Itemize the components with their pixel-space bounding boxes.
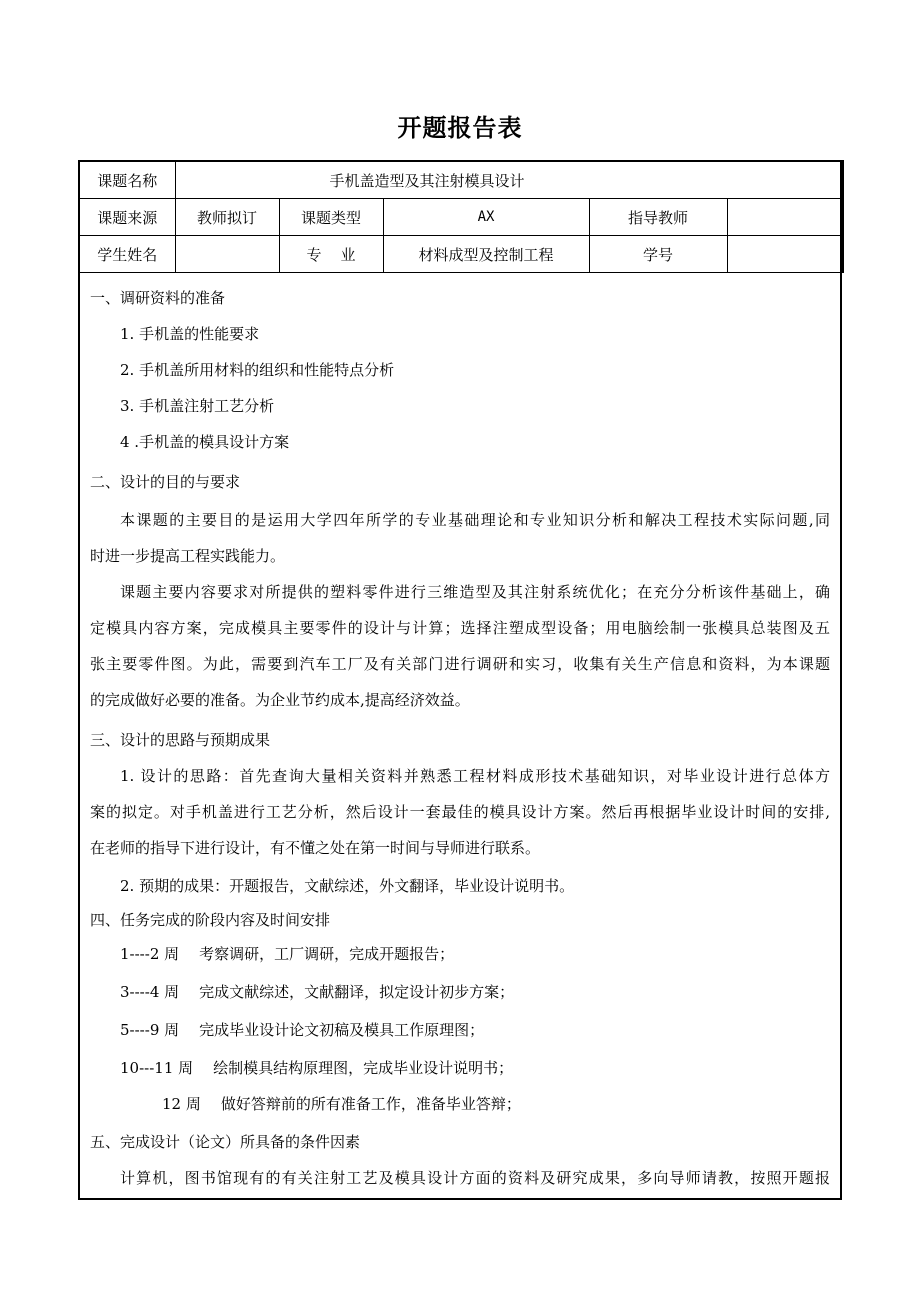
schedule-item	[162, 1092, 830, 1116]
section-1-item: 1. 手机盖的性能要求	[120, 325, 260, 343]
report-body	[80, 274, 840, 1198]
schedule-item	[120, 980, 830, 1004]
schedule-task: 考察调研，工厂调研，完成开题报告；	[199, 945, 455, 963]
section-2-paragraph-line: 定模具内容方案，完成模具主要零件的设计与计算；选择注塑成型设备；用电脑绘制一张模具总装图及五	[90, 619, 830, 637]
major-label: 专 业	[279, 236, 383, 273]
source-value: 教师拟订	[175, 199, 279, 236]
source-label: 课题来源	[79, 199, 175, 236]
section-5-paragraph-line: 计算机，图书馆现有的有关注射工艺及模具设计方面的资料及研究成果，多向导师请教，按照开题报	[120, 1169, 830, 1187]
student-label: 学生姓名	[79, 236, 175, 273]
section-1-item: 4 .手机盖的模具设计方案	[120, 433, 290, 451]
section-1-heading: 一、调研资料的准备	[90, 289, 226, 307]
topic-label: 课题名称	[79, 161, 175, 199]
schedule-task: 完成毕业设计论文初稿及模具工作原理图；	[199, 1021, 485, 1039]
section-1-item: 2. 手机盖所用材料的组织和性能特点分析	[120, 361, 395, 379]
section-2-paragraph-line: 课题主要内容要求对所提供的塑料零件进行三维造型及其注射系统优化；在充分分析该件基础上，确	[120, 583, 830, 601]
schedule-week: 1----2 周	[120, 945, 180, 963]
schedule-item	[120, 1018, 830, 1042]
schedule-task: 完成文献综述，文献翻译，拟定设计初步方案；	[199, 983, 515, 1001]
section-2-paragraph-line: 时进一步提高工程实践能力。	[90, 547, 286, 565]
schedule-item	[120, 942, 830, 966]
major-value: 材料成型及控制工程	[383, 236, 589, 273]
student-id-label: 学号	[589, 236, 727, 273]
section-3-paragraph-line: 在老师的指导下进行设计，有不懂之处在第一时间与导师进行联系。	[90, 839, 541, 857]
schedule-task: 绘制模具结构原理图，完成毕业设计说明书；	[213, 1059, 514, 1077]
section-4-heading: 四、任务完成的阶段内容及时间安排	[90, 911, 331, 929]
schedule-week: 5----9 周	[120, 1021, 180, 1039]
type-label: 课题类型	[279, 199, 383, 236]
topic-value: 手机盖造型及其注射模具设计	[175, 161, 843, 199]
schedule-week: 10---11 周	[120, 1059, 194, 1077]
section-3-paragraph-line: 2. 预期的成果：开题报告，文献综述，外文翻译，毕业设计说明书。	[120, 877, 575, 895]
section-3-heading: 三、设计的思路与预期成果	[90, 731, 271, 749]
type-value: AX	[383, 199, 589, 236]
page-title: 开题报告表	[397, 114, 523, 142]
advisor-label: 指导教师	[589, 199, 727, 236]
section-2-paragraph-line: 的完成做好必要的准备。为企业节约成本,提高经济效益。	[90, 691, 470, 709]
schedule-week: 12 周	[162, 1095, 201, 1113]
section-2-heading: 二、设计的目的与要求	[90, 473, 241, 491]
schedule-item	[120, 1056, 830, 1080]
section-3-paragraph-line: 案的拟定。对手机盖进行工艺分析，然后设计一套最佳的模具设计方案。然后再根据毕业设计时间的安排,	[90, 803, 830, 821]
section-1-item: 3. 手机盖注射工艺分析	[120, 397, 275, 415]
schedule-week: 3----4 周	[120, 983, 180, 1001]
schedule-task: 做好答辩前的所有准备工作，准备毕业答辩；	[220, 1095, 521, 1113]
section-3-paragraph-line: 1. 设计的思路：首先查询大量相关资料并熟悉工程材料成形技术基础知识，对毕业设计进行总体方	[120, 767, 830, 785]
section-5-heading: 五、完成设计（论文）所具备的条件因素	[90, 1133, 361, 1151]
section-2-paragraph-line: 本课题的主要目的是运用大学四年所学的专业基础理论和专业知识分析和解决工程技术实际问题,同	[120, 511, 830, 529]
section-2-paragraph-line: 张主要零件图。为此，需要到汽车工厂及有关部门进行调研和实习，收集有关生产信息和资料，为本课题	[90, 655, 830, 673]
